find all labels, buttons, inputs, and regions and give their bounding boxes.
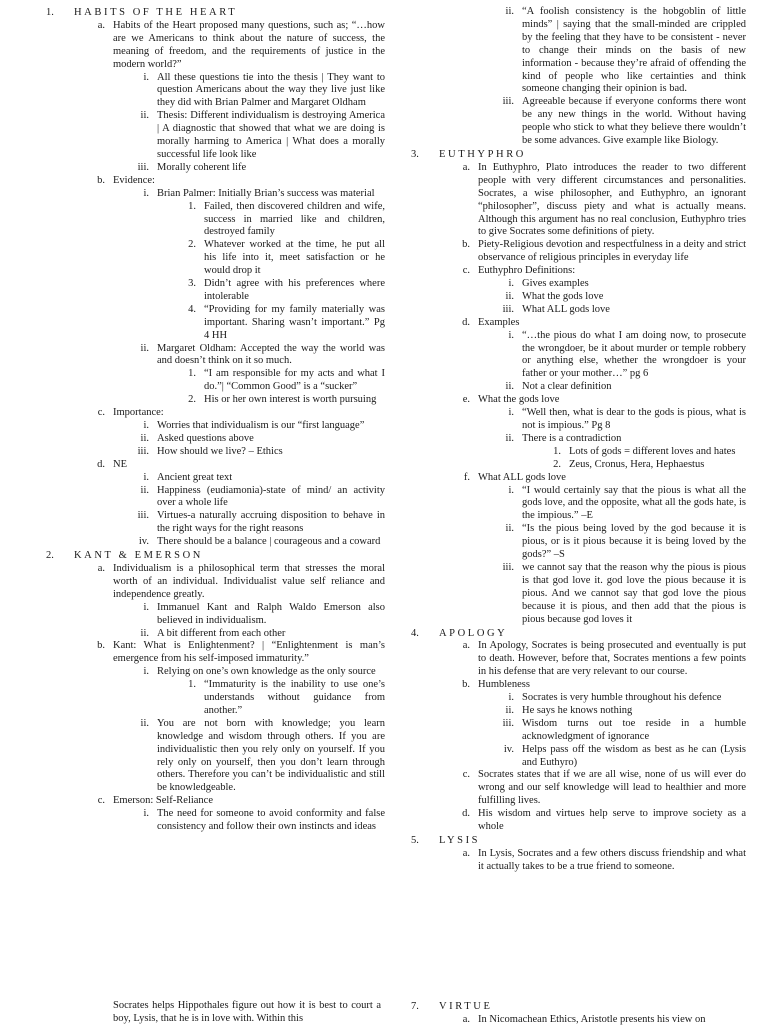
outline-item [40,188,385,201]
outline-marker: i. [143,187,149,199]
outline-item [405,692,746,705]
outline-item [405,848,746,874]
outline-item [40,239,385,278]
outline-marker: 2. [188,394,196,406]
outline-text: we cannot say that the reason why the pious is pious is that god love it. god love the pious because it is pious. And we cannot say that god love the pious because it is pious, and then add that the pious is pious because god loves it [522,561,746,625]
outline-text: Relying on one’s own knowledge as the only source [157,666,376,678]
section-heading [405,149,746,162]
outline-text: There should be a balance | courageous and a coward [157,536,381,548]
outline-text: His wisdom and virtues help serve to improve society as a whole [478,808,746,833]
outline-item [40,795,385,808]
outline-item [40,628,385,641]
outline-item [40,162,385,175]
outline-marker: i. [143,601,149,613]
outline-text: Ancient great text [157,471,233,483]
outline-item [40,394,385,407]
outline-item [40,640,385,666]
outline-text: Asked questions above [157,432,254,444]
outline-marker: b. [97,174,105,186]
outline-marker: 3. [411,148,419,160]
outline-item [405,239,746,265]
outline-text: Socrates is very humble throughout his defence [522,692,722,704]
outline-item [40,472,385,485]
outline-item [40,343,385,369]
outline-marker: iii. [137,161,149,173]
outline-text: Importance: [113,407,164,419]
outline-text: The need for someone to avoid conformity and false consistency and follow their own instincts and ideas [157,808,385,833]
outline-text: In Euthyphro, Plato introduces the reader to two different people with very different circumstances and personalities. Socrates, a wise philosopher, and Euthyphro, an ignorant “philosopher”, discuss piety and what is actually means. Although this argument has no real conclusion, Euthyphro tries to give Socrates some definitions of piety. [478,161,746,238]
outline-marker: a. [97,19,105,31]
outline-text: Evidence: [113,174,155,186]
outline-marker: ii. [140,717,149,729]
outline-marker: a. [97,562,105,574]
outline-item [40,368,385,394]
outline-marker: i. [508,692,514,704]
outline-marker: 1. [553,445,561,457]
outline-marker: a. [462,161,470,173]
outline-marker: ii. [505,290,514,302]
outline-text: How should we live? – Ethics [157,445,283,457]
outline-marker: ii. [505,704,514,716]
outline-item [405,744,746,770]
outline-item [40,175,385,188]
outline-marker: 2. [553,458,561,470]
outline-text: NE [113,458,127,470]
outline-item [405,433,746,446]
outline-marker: b. [462,679,470,691]
outline-text: What ALL gods love [478,471,566,483]
outline-item [405,317,746,330]
outline-item [40,536,385,549]
outline-marker: 2. [188,239,196,251]
outline-text: Agreeable because if everyone conforms there wont be any new things in the world. Without having people who stick to what they believe there wouldn’t be some advances. Give example like Biology. [522,96,746,147]
outline-marker: ii. [140,110,149,122]
outline-item [40,485,385,511]
outline-item [405,304,746,317]
outline-item [40,666,385,679]
outline-item [40,420,385,433]
outline-text: Not a clear definition [522,381,612,393]
outline-item [405,330,746,382]
section-title: KANT & EMERSON [74,550,203,562]
outline-marker: d. [462,316,470,328]
outline-item [405,485,746,524]
outline-marker: i. [143,420,149,431]
outline-item [405,705,746,718]
outline-text: Didn’t agree with his preferences where intolerable [204,278,385,302]
outline-text: What ALL gods love [522,303,610,315]
outline-text: A bit different from each other [157,627,286,639]
outline-text: All these questions tie into the thesis | They want to question Americans about the way they live just like they did with Brian Palmer and Margaret Oldham [157,71,385,109]
outline-item [405,162,746,239]
outline-marker: ii. [140,432,149,444]
outline-text: Individualism is a philosophical term that stresses the moral worth of an individual. Individualist value self reliance and independence greatly. [113,562,385,600]
outline-item [40,679,385,718]
outline-text: Failed, then discovered children and wife, success in married like and children, destroyed family [204,200,385,238]
outline-marker: 1. [188,679,196,691]
outline-item [40,808,385,834]
outline-marker: i. [143,666,149,678]
outline-item [405,278,746,291]
continuation-paragraph: Socrates helps Hippothales figure out how it is best to court a boy, Lysis, that he is in love with. Within this [113,1000,381,1024]
outline-text: He says he knows nothing [522,704,633,716]
section-heading [405,1001,746,1014]
outline-item [40,718,385,795]
outline-text: Helps pass off the wisdom as best as he can (Lysis and Euthyro) [522,743,746,768]
outline-marker: d. [97,458,105,470]
outline-text: In Lysis, Socrates and a few others discuss friendship and what it actually takes to be a true friend to someone. [478,847,746,872]
outline-text: What the gods love [478,394,560,406]
outline-marker: 5. [411,835,419,846]
outline-item [40,201,385,240]
outline-item [40,563,385,602]
outline-text: “…the pious do what I am doing now, to prosecute the wrongdoer, be it about murder or temple robbery or anything else, whether the wrongdoer is your father or your mother…” pg 6 [522,329,746,380]
outline-marker: e. [462,394,470,406]
outline-text: In Nicomachean Ethics, Aristotle presents his view on [478,1013,706,1025]
section-title: HABITS OF THE HEART [74,7,238,18]
outline-text: There is a contradiction [522,432,622,444]
outline-marker: d. [462,808,470,820]
outline-text: Immanuel Kant and Ralph Waldo Emerson also believed in individualism. [157,601,385,626]
next-section-preview [405,1000,746,1027]
outline-marker: b. [97,640,105,652]
outline-item [40,510,385,536]
outline-item [405,265,746,278]
outline-item [405,291,746,304]
outline-item [405,679,746,692]
outline-item [405,459,746,472]
outline-text: Worries that individualism is our “first language” [157,420,365,431]
outline-text: Socrates states that if we are all wise, none of us will ever do wrong and our self knowledge will lead to healthier and more fulfilling lives. [478,769,746,807]
outline-marker: a. [462,640,470,652]
section-title: VIRTUE [439,1001,493,1012]
outline-text: Gives examples [522,278,589,290]
outline-text: “I am responsible for my acts and what I do.”| “Common Good” is a “sucker” [204,368,385,393]
outline-marker: 3. [188,278,196,290]
outline-marker: c. [462,265,470,277]
outline-text: Brian Palmer: Initially Brian’s success was material [157,187,375,199]
outline-marker: b. [462,239,470,251]
outline-marker: i. [143,71,149,83]
outline-item [405,96,746,148]
outline-marker: iii. [137,510,149,522]
outline-item [405,407,746,433]
outline-item [40,407,385,420]
outline-marker: ii. [505,381,514,393]
outline-item [405,718,746,744]
outline-text: Euthyphro Definitions: [478,265,576,277]
outline-marker: iii. [137,445,149,457]
outline-marker: 1. [46,7,54,18]
outline-item [405,446,746,459]
outline-item [405,1014,746,1027]
outline-text: Lots of gods = different loves and hates [569,445,736,457]
outline-marker: iv. [138,536,149,548]
outline-marker: 7. [411,1001,419,1012]
outline-item [40,110,385,162]
outline-marker: ii. [140,484,149,496]
outline-text: Habits of the Heart proposed many questions, such as; “…how are we Americans to think about the nature of success, the meaning of freedom, and the requirements of justice in the modern world?” [113,19,385,70]
outline-item [405,381,746,394]
outline-marker: f. [463,471,470,483]
section-title: EUTHYPHRO [439,148,526,160]
outline-marker: ii. [140,342,149,354]
outline-marker: c. [97,795,105,807]
outline-text: “Is the pious being loved by the god because it is pious, or is it pious because it is being loved by the gods?” –S [522,523,746,561]
outline-marker: 4. [411,627,419,639]
outline-text: Virtues-a naturally accruing disposition to behave in the right ways for the right reasons [157,510,385,535]
outline-item [405,394,746,407]
outline-text: What the gods love [522,290,604,302]
section-heading [40,7,385,20]
outline-text: “Providing for my family materially was important. Sharing wasn’t important.” Pg 4 HH [204,303,385,341]
outline-item [40,446,385,459]
outline-marker: iii. [502,717,514,729]
outline-text: “Well then, what is dear to the gods is pious, what is not is impious.” Pg 8 [522,407,746,431]
outline-marker: i. [508,407,514,419]
outline-item [405,640,746,679]
outline-marker: ii. [505,523,514,535]
outline-item [405,6,746,96]
outline-marker: i. [508,329,514,341]
outline-item [40,20,385,72]
outline-marker: a. [462,1013,470,1025]
section-title: LYSIS [439,835,481,846]
outline-text: Emerson: Self-Reliance [113,795,214,807]
section-heading [405,835,746,848]
right-column [405,6,746,874]
left-column [40,6,385,834]
outline-marker: ii. [140,627,149,639]
outline-text: Humbleness [478,679,530,691]
outline-marker: ii. [505,432,514,444]
outline-marker: 1. [188,200,196,212]
outline-marker: i. [508,484,514,496]
outline-marker: iii. [502,96,514,108]
outline-text: You are not born with knowledge; you learn knowledge and wisdom through others. If you are individualistic then you rely only on yourself. If you rely only on yourself, then you don’t learn through others. Therefore you can’t be individualistic and still be knowledgeable. [157,717,385,794]
outline-marker: 2. [46,550,54,562]
outline-item [40,72,385,111]
outline-marker: 4. [188,303,196,315]
outline-marker: a. [462,847,470,859]
outline-text: Examples [478,316,520,328]
outline-text: Happiness (eudiamonia)-state of mind/ an activity over a whole life [157,484,385,509]
outline-marker: i. [143,808,149,820]
outline-marker: 1. [188,368,196,380]
outline-marker: i. [143,471,149,483]
outline-text: “Immaturity is the inability to use one’s understands without guidance from another.” [204,679,385,716]
outline-item [40,304,385,343]
outline-text: Wisdom turns out toe reside in a humble acknowledgment of ignorance [522,717,746,742]
outline-text: Thesis: Different individualism is destroying America | A diagnostic that showed that what we are doing is morally harming to America | What does a morally successful life look like [157,110,385,160]
outline-text: His or her own interest is worth pursuing [204,394,377,406]
section-heading [40,550,385,563]
outline-text: Margaret Oldham: Accepted the way the world was and doesn’t think on it so much. [157,342,385,367]
outline-item [405,808,746,834]
outline-marker: c. [462,769,470,781]
outline-item [405,769,746,808]
outline-marker: c. [97,407,105,419]
section-heading [405,628,746,641]
outline-item [40,459,385,472]
outline-text: Whatever worked at the time, he put all his life into it, meet satisfaction or he would drop it [204,239,385,277]
section-title: APOLOGY [439,627,508,639]
outline-marker: iii. [502,561,514,573]
outline-marker: iii. [502,303,514,315]
outline-item [40,602,385,628]
outline-text: “I would certainly say that the pious is what all the gods love, and the opposite, what all the gods hate, is the impious.” –E [522,484,746,522]
outline-item [405,562,746,627]
outline-marker: i. [508,278,514,290]
outline-text: Zeus, Cronus, Hera, Hephaestus [569,458,705,470]
outline-text: Kant: What is Enlightenment? | “Enlightenment is man’s emergence from his self-imposed immaturity.” [113,640,385,665]
outline-item [40,433,385,446]
outline-item [40,278,385,304]
outline-text: “A foolish consistency is the hobgoblin of little minds” | saying that the small-minded are crippled by the feeling that they have to be consistent - never to change their minds on the basis of new information - because they’re afraid of offending the kind of people who like certainties and think someone changing their opinion is bad. [522,6,746,95]
outline-marker: ii. [505,6,514,17]
outline-item [405,472,746,485]
outline-marker: iv. [503,743,514,755]
outline-text: Piety-Religious devotion and respectfulness in a deity and strict observance of religious principles in everyday life [478,239,746,264]
outline-text: Morally coherent life [157,161,247,173]
outline-text: In Apology, Socrates is being prosecuted and eventually is put to death. However, before that, Socrates mentions a few points in his defense that are very relevant to our course. [478,640,746,678]
outline-item [405,523,746,562]
